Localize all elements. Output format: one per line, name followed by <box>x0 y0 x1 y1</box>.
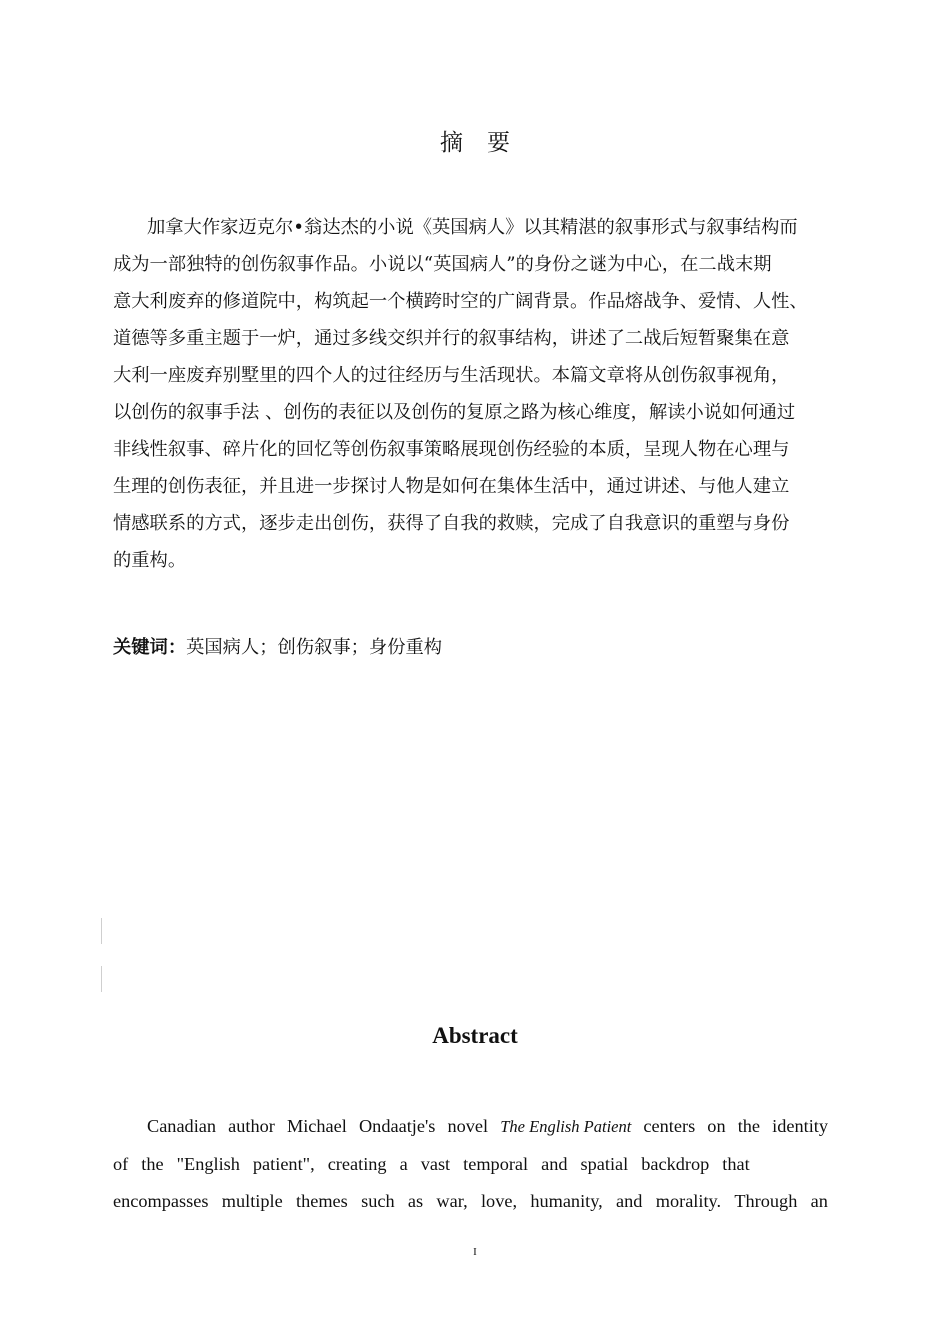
word: and <box>541 1153 568 1174</box>
english-abstract-body <box>113 1108 828 1221</box>
word: Canadian <box>147 1116 217 1136</box>
word: backdrop <box>641 1153 710 1174</box>
english-abstract-title: Abstract <box>432 1023 518 1048</box>
word: of <box>113 1153 129 1174</box>
word: Ondaatje's <box>358 1116 436 1136</box>
word: temporal <box>463 1153 529 1174</box>
word: centers <box>643 1116 696 1136</box>
word: patient", <box>252 1153 315 1174</box>
section-break-mark <box>101 966 102 992</box>
word: Michael <box>286 1116 347 1136</box>
word: novel <box>447 1116 489 1136</box>
chinese-abstract-line: 加拿大作家迈克尔•翁达杰的小说《英国病人》以其精湛的叙事形式与叙事结构而 <box>147 217 798 238</box>
chinese-abstract-line: 的重构。 <box>113 550 187 571</box>
word: that <box>722 1153 750 1174</box>
chinese-abstract-line: 意大利废弃的修道院中，构筑起一个横跨时空的广阔背景。作品熔战争、爱情、人性、 <box>113 291 808 312</box>
word: author <box>228 1116 275 1136</box>
chinese-abstract-title: 摘要 <box>440 130 534 156</box>
word: as <box>407 1191 424 1211</box>
section-break-mark <box>101 918 102 944</box>
word: the <box>141 1153 164 1174</box>
chinese-abstract-line: 生理的创伤表征，并且进一步探讨人物是如何在集体生活中，通过讲述、与他人建立 <box>113 476 790 497</box>
word: morality. <box>655 1191 722 1211</box>
word: Through <box>734 1191 798 1211</box>
word: "English <box>176 1153 240 1174</box>
word: love, <box>480 1191 518 1211</box>
keywords-label: 关键词： <box>113 637 187 658</box>
word: vast <box>420 1153 451 1174</box>
word: war, <box>436 1191 468 1211</box>
chinese-keywords <box>113 633 442 663</box>
word: encompasses <box>113 1191 209 1211</box>
word: an <box>810 1191 828 1211</box>
chinese-abstract-line: 情感联系的方式，逐步走出创伤，获得了自我的救赎，完成了自我意识的重塑与身份 <box>113 513 790 534</box>
chinese-abstract-line: 成为一部独特的创伤叙事作品。小说以“英国病人”的身份之谜为中心，在二战末期 <box>113 254 772 275</box>
chinese-abstract-body <box>113 209 838 579</box>
novel-title-italic: The English Patient <box>500 1117 632 1136</box>
word: on <box>707 1116 726 1136</box>
word: such <box>361 1191 395 1211</box>
word: themes <box>295 1191 348 1211</box>
word: multiple <box>221 1191 283 1211</box>
chinese-abstract-line: 以创伤的叙事手法 、创伤的表征以及创伤的复原之路为核心维度，解读小说如何通过 <box>113 402 796 423</box>
word: and <box>616 1191 643 1211</box>
word: humanity, <box>530 1191 603 1211</box>
chinese-abstract-line: 道德等多重主题于一炉，通过多线交织并行的叙事结构，讲述了二战后短暂聚集在意 <box>113 328 790 349</box>
word: identity <box>772 1116 828 1136</box>
english-abstract-line <box>113 1146 828 1184</box>
word: a <box>399 1153 408 1174</box>
word: spatial <box>580 1153 629 1174</box>
chinese-abstract-line: 大利一座废弃别墅里的四个人的过往经历与生活现状。本篇文章将从创伤叙事视角， <box>113 365 790 386</box>
english-abstract-line <box>113 1108 828 1146</box>
page-number: I <box>473 1246 477 1258</box>
word: the <box>737 1116 761 1136</box>
word: creating <box>327 1153 387 1174</box>
chinese-abstract-line: 非线性叙事、碎片化的回忆等创伤叙事策略展现创伤经验的本质，呈现人物在心理与 <box>113 439 790 460</box>
english-abstract-line <box>113 1183 828 1221</box>
keywords-text: 英国病人；创伤叙事；身份重构 <box>186 637 443 658</box>
